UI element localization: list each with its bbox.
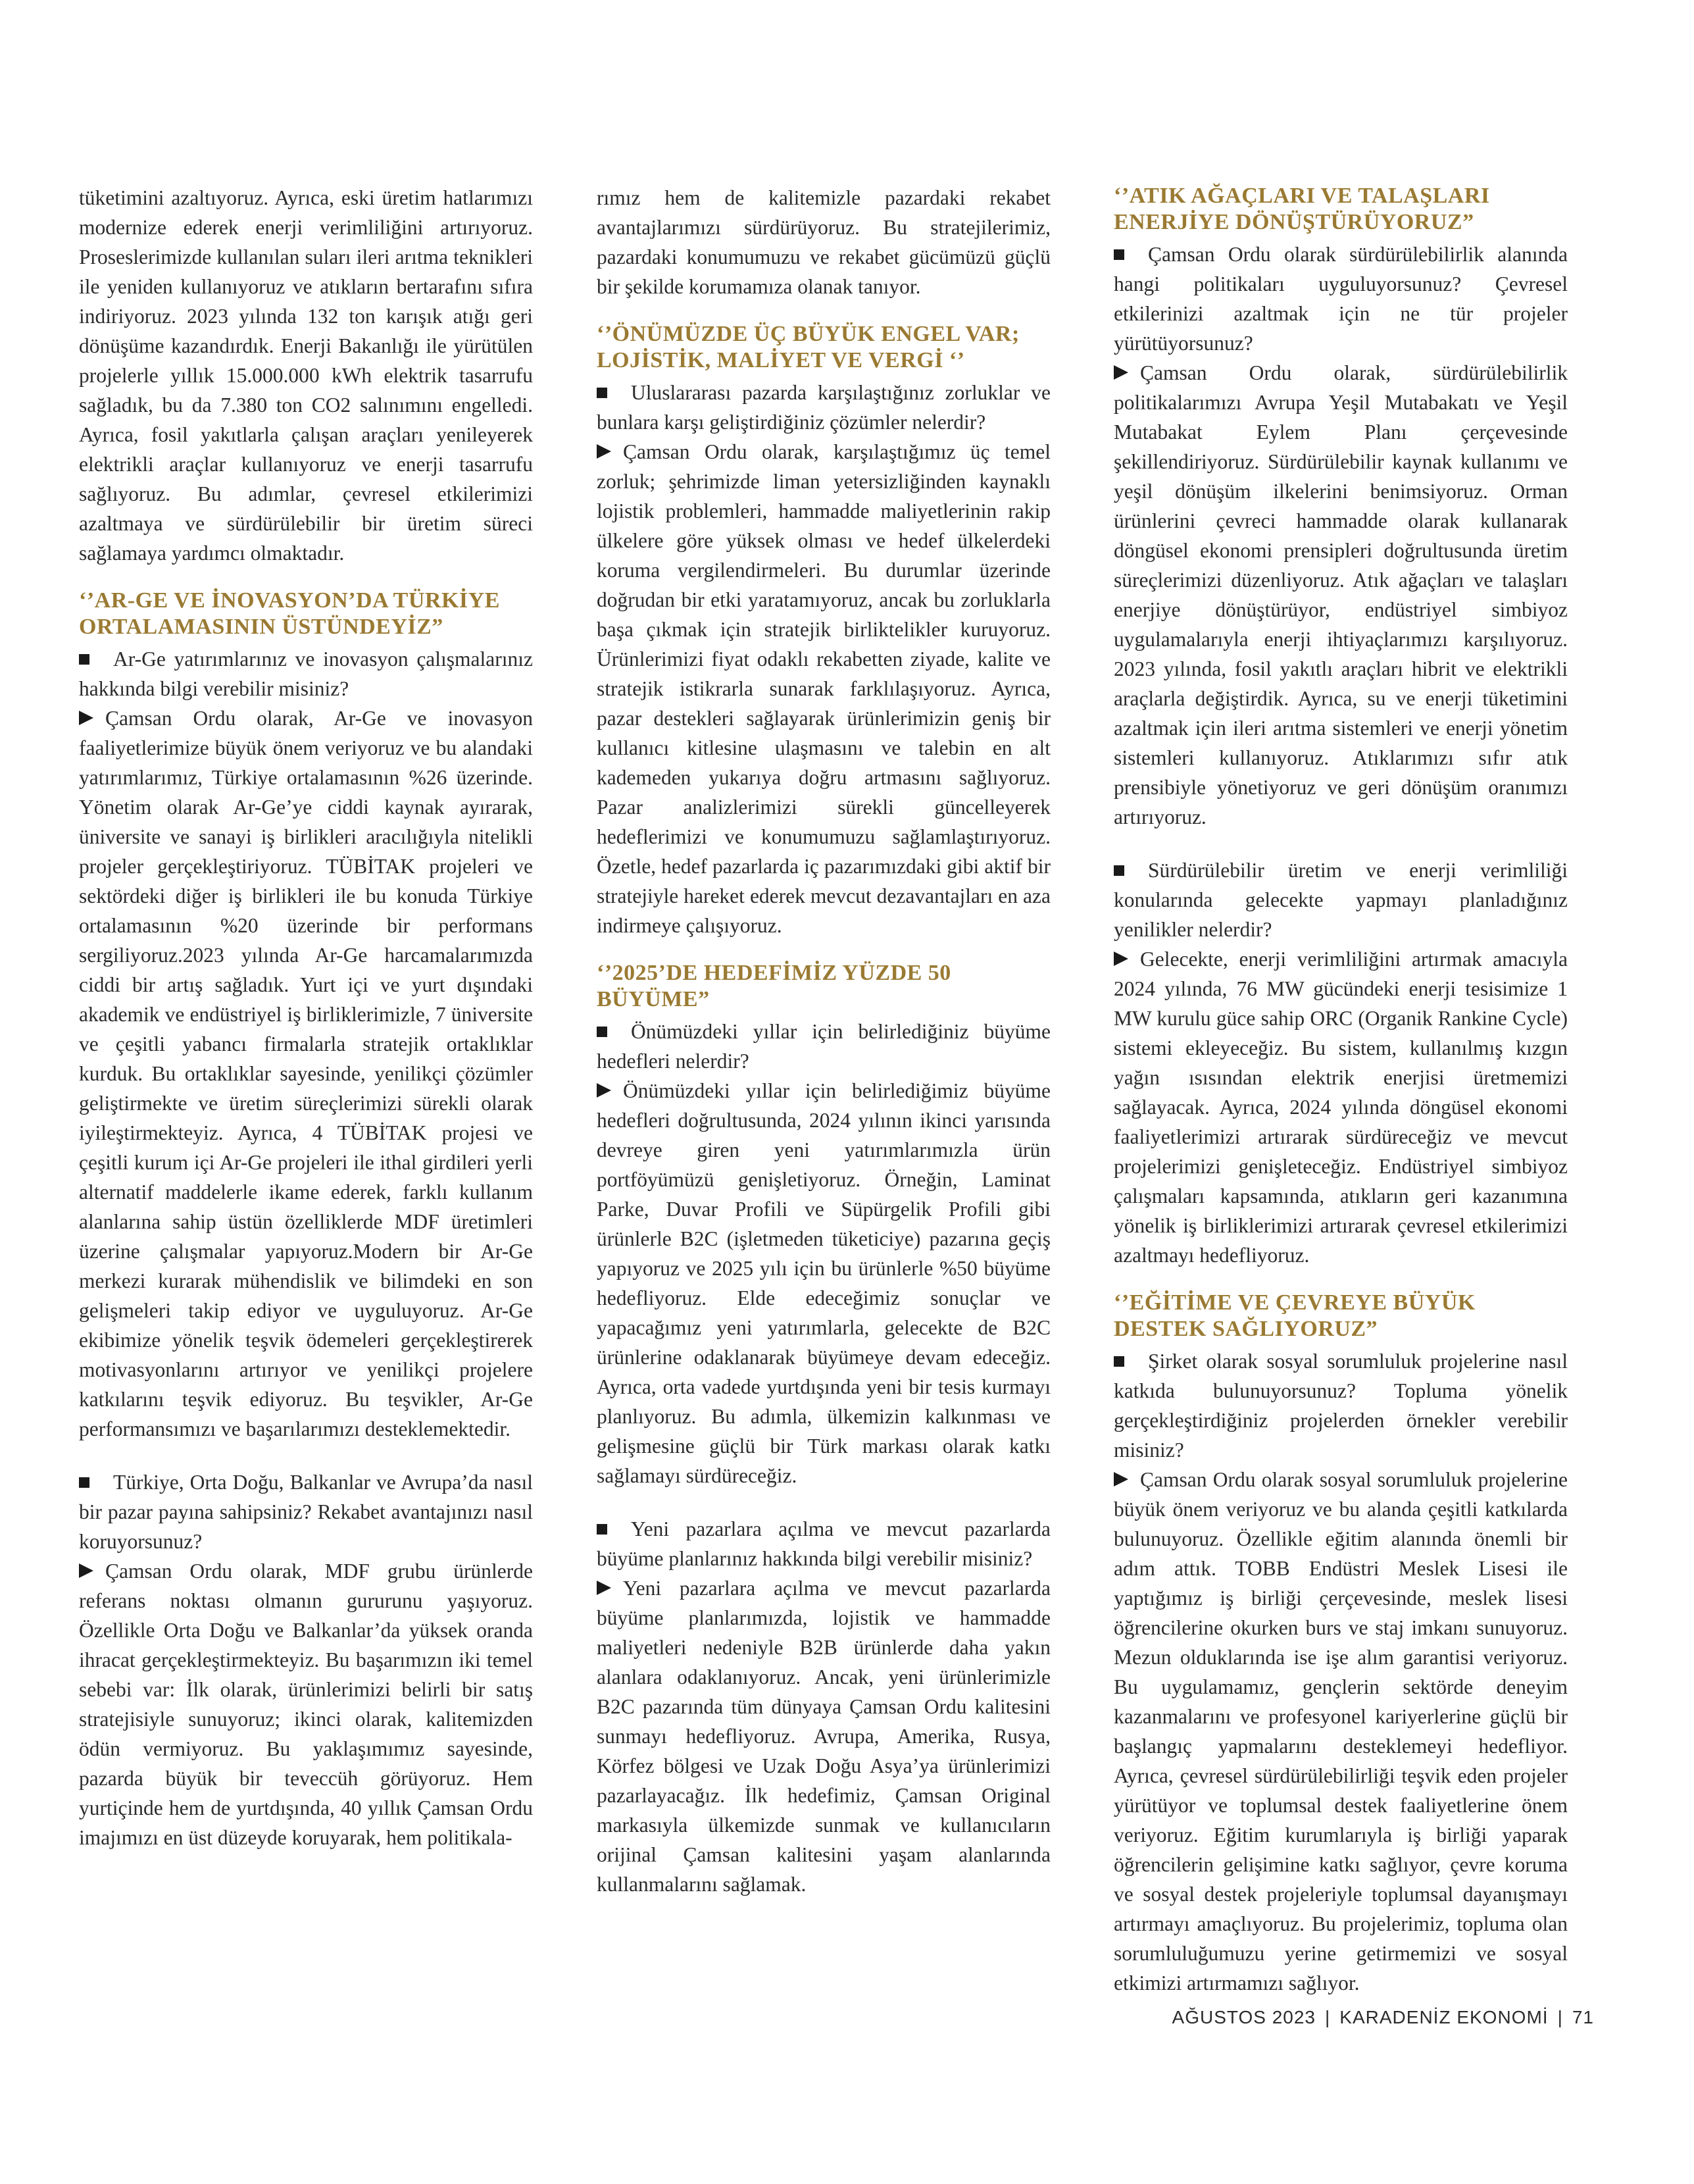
answer — [597, 1573, 1051, 1899]
answer-text: Çamsan Ordu olarak, karşılaştığımız üç temel zorluk; şehrimizde liman yetersizliğinden kaynaklı lojistik problemleri, hammadde maliyetlerinin rakip ülkelere göre yüksek olması ve hedef ülkelerdeki koruma vergilendirmeleri. Bu durumlar üzerinde doğrudan bir etki yaratamıyoruz, ancak bu zorluklarla başa çıkmak için stratejik birliktelikler kuruyoruz. Ürünlerimizi fiyat odaklı rekabetten ziyade, kalite ve stratejik istikrarla sunarak farklılaşıyoruz. Ayrıca, pazar destekleri sağlayarak ürünlerimizin geniş bir kullanıcı kitlesine ulaşmasını ve talebin en alt kademeden yukarıya doğru artmasını sağlıyoruz. Pazar analizlerimizi sürekli güncelleyerek hedeflerimizi ve konumumuzu sağlamlaştırıyoruz. Özetle, hedef pazarlarda iç pazarımızdaki gibi aktif bir stratejiyle hareket ederek mevcut dezavantajları en aza indirmeye çalışıyoruz. — [597, 440, 1051, 937]
square-bullet-icon — [597, 388, 607, 398]
answer — [597, 437, 1051, 940]
triangle-bullet-icon — [597, 444, 611, 459]
question — [597, 1017, 1051, 1076]
answer — [79, 703, 533, 1444]
column-1 — [79, 183, 533, 1852]
triangle-bullet-icon — [597, 1083, 611, 1098]
triangle-bullet-icon — [79, 1563, 93, 1578]
answer-text: Gelecekte, enerji verimliliğini artırmak amacıyla 2024 yılında, 76 MW gücündeki enerji tesisimize 1 MW kurulu güce sahip ORC (Organik Rankine Cycle) sistemi ekleyeceğiz. Bu sistem, kullanılmış kızgın yağın ısısından elektrik enerjisi üretmemizi sağlayacak. Ayrıca, 2024 yılında döngüsel ekonomi faaliyetlerimizi artırarak sürdüreceğiz ve mevcut projelerimizi genişleteceğiz. Endüstriyel simbiyoz çalışmaları kapsamında, atıkların geri kazanımına yönelik iş birliklerimizi artırarak çevresel etkilerimizi azaltmayı hedefliyoruz. — [1114, 948, 1568, 1267]
question-text: Önümüzdeki yıllar için belirlediğiniz büyüme hedefleri nelerdir? — [597, 1020, 1051, 1073]
body-paragraph: rımız hem de kalitemizle pazardaki rekabet avantajlarımızı sürdürüyoruz. Bu stratejilerimiz, pazardaki konumumuzu ve rekabet gücümüzü güçlü bir şekilde korumamıza olanak tanıyor. — [597, 186, 1051, 298]
section-heading: ‘’2025’DE HEDEFİMİZ YÜZDE 50 BÜYÜME” — [597, 961, 951, 1011]
answer-text: Çamsan Ordu olarak, sürdürülebilirlik politikalarımızı Avrupa Yeşil Mutabakatı ve Yeşil Mutabakat Eylem Planı çerçevesinde şekillendiriyoruz. Sürdürülebilir kaynak kullanımı ve yeşil dönüşüm ilkelerini benimsiyoruz. Orman ürünlerini çevreci hammadde olarak kullanarak döngüsel ekonomi prensipleri doğrultusunda üretim süreçlerimizi düzenliyoruz. Atık ağaçları ve talaşları enerjiye dönüştürüyor, endüstriyel simbiyoz uygulamalarıyla enerji ihtiyaçlarımızı karşılıyoruz. 2023 yılında, fosil yakıtlı araçları hibrit ve elektrikli araçlarla değiştirdik. Ayrıca, su ve enerji tüketimini azaltmak için ileri arıtma sistemleri ve enerji yönetim sistemleri kullanıyoruz. Atıklarımızı sıfır atık prensibiyle yönetiyoruz ve geri dönüşüm oranımızı artırıyoruz. — [1114, 361, 1568, 828]
square-bullet-icon — [597, 1027, 607, 1037]
question-text: Çamsan Ordu olarak sürdürülebilirlik alanında hangi politikaları uyguluyorsunuz? Çevresel etkilerinizi azaltmak için ne tür projeler yürütüyorsunuz? — [1114, 243, 1568, 355]
question-text: Ar-Ge yatırımlarınız ve inovasyon çalışmalarınız hakkında bilgi verebilir misiniz? — [79, 648, 533, 700]
triangle-bullet-icon — [597, 1581, 611, 1595]
square-bullet-icon — [1114, 249, 1124, 260]
section-heading: ‘’EĞİTİME VE ÇEVREYE BÜYÜK DESTEK SAĞLIYORUZ” — [1114, 1290, 1476, 1341]
answer-text: Çamsan Ordu olarak, MDF grubu ürünlerde referans noktası olmanın gururunu yaşıyoruz. Özellikle Orta Doğu ve Balkanlar’da yüksek oranda ihracat gerçekleştirmekteyiz. Bu başarımızın iki temel sebebi var: İlk olarak, ürünlerimizi belirli bir satış stratejisiyle sunuyoruz; ikinci olarak, kalitemizden ödün vermiyoruz. Bu yaklaşımımız sayesinde, pazarda büyük bir teveccüh görüyoruz. Hem yurtiçinde hem de yurtdışında, 40 yıllık Çamsan Ordu imajımızı en üst düzeyde koruyarak, hem politikala- — [79, 1560, 533, 1849]
spacer — [79, 1444, 533, 1467]
footer-magazine: KARADENİZ EKONOMİ — [1339, 2007, 1549, 2027]
column-2 — [597, 183, 1051, 1899]
question — [1114, 855, 1568, 944]
section-heading: ‘’AR-GE VE İNOVASYON’DA TÜRKİYE ORTALAMASININ ÜSTÜNDEYİZ” — [79, 588, 500, 639]
square-bullet-icon — [79, 654, 89, 665]
triangle-bullet-icon — [1114, 952, 1128, 966]
question-text: Uluslararası pazarda karşılaştığınız zorluklar ve bunlara karşı geliştirdiğiniz çözümler nelerdir? — [597, 381, 1051, 434]
triangle-bullet-icon — [79, 711, 93, 725]
answer — [1114, 358, 1568, 832]
section-heading: ‘’ÖNÜMÜZDE ÜÇ BÜYÜK ENGEL VAR; LOJİSTİK, MALİYET VE VERGİ ‘’ — [597, 322, 1020, 372]
answer-text: Çamsan Ordu olarak sosyal sorumluluk projelerine büyük önem veriyoruz ve bu alanda çeşitli katkılarda bulunuyoruz. Özellikle eğitim alanında önemli bir adım attık. TOBB Endüstri Meslek Lisesi ile yaptığımız iş birliği çerçevesinde, meslek lisesi öğrencilerine okurken burs ve staj imkanı sunuyoruz. Mezun olduklarında ise işe alım garantisi veriyoruz. Bu uygulamamız, gençlerin sektörde deneyim kazanmalarını ve profesyonel kariyerlerine güçlü bir başlangıç yapmalarını desteklemeyi hedefliyor. Ayrıca, çevresel sürdürülebilirliği teşvik eden projeler yürütüyor ve toplumsal destek faaliyetlerine önem veriyoruz. Eğitim kurumlarıyla iş birliği yaparak öğrencilerin gelişimine katkı sağlıyor, çevre koruma ve sosyal destek projeleriyle toplumsal dayanışmayı artırmayı amaçlıyoruz. Bu projelerimiz, topluma olan sorumluluğumuzu yerine getirmemizi ve sosyal etkimizi artırmamızı sağlıyor. — [1114, 1468, 1568, 1994]
question — [1114, 1346, 1568, 1465]
answer — [1114, 944, 1568, 1270]
footer-separator: | — [1557, 2007, 1563, 2027]
square-bullet-icon — [1114, 1356, 1124, 1367]
answer-text: Önümüzdeki yıllar için belirlediğimiz büyüme hedefleri doğrultusunda, 2024 yılının ikinci yarısında devreye giren yeni yatırımlarımızla ürün portföyümüzü genişletiyoruz. Örneğin, Laminat Parke, Duvar Profili ve Süpürgelik Profili gibi ürünlerle B2C (işletmeden tüketiciye) pazarına geçiş yapıyoruz ve 2025 yılı için bu ürünlerle %50 büyüme hedefliyoruz. Elde edeceğimiz sonuçlar ve yapacağımız yeni yatırımlarla, gelecekte de B2C ürünlerine odaklanarak büyümeye devam edeceğiz. Ayrıca, orta vadede yurtdışında yeni bir tesis kurmayı planlıyoruz. Bu adımla, ülkemizin kalkınması ve gelişmesine güçlü bir Türk markası olarak katkı sağlamayı sürdüreceğiz. — [597, 1079, 1051, 1487]
footer-date: AĞUSTOS 2023 — [1172, 2007, 1316, 2027]
page-footer — [1172, 2007, 1594, 2028]
answer-text: Çamsan Ordu olarak, Ar-Ge ve inovasyon faaliyetlerimize büyük önem veriyoruz ve bu alandaki yatırımlarımız, Türkiye ortalamasının %26 üzerinde. Yönetim olarak Ar-Ge’ye ciddi kaynak ayırarak, üniversite ve sanayi iş birlikleri aracılığıyla nitelikli projeler gerçekleştiriyoruz. TÜBİTAK projeleri ve sektördeki diğer iş birlikleri ile bu konuda Türkiye ortalamasının %20 üzerinde bir performans sergiliyoruz.2023 yılında Ar-Ge harcamalarımızda ciddi bir artış sağladık. Yurt içi ve yurt dışındaki akademik ve endüstriyel iş birliklerimizle, 7 üniversite ve çeşitli yabancı firmalarla stratejik ortaklıklar kurduk. Bu ortaklıklar sayesinde, yenilikçi çözümler geliştirmekte ve üretim süreçlerimizi sürekli olarak iyileştirmekteyiz. Ayrıca, 4 TÜBİTAK projesi ve çeşitli kurum içi Ar-Ge projeleri ile ithal girdileri yerli alternatif maddelerle ikame ederek, farklı kullanım alanlarına sahip üstün özelliklerde MDF üretimleri üzerine çalışmalar yapıyoruz.Modern bir Ar-Ge merkezi kurarak mühendislik ve bilimdeki en son gelişmeleri takip ediyor ve uyguluyoruz. Ar-Ge ekibimize yönelik teşvik ödemeleri gerçekleştirerek motivasyonlarını artırıyor ve yenilikçi projelere katkılarını teşvik ediyoruz. Bu teşvikler, Ar-Ge performansımızı ve başarılarımızı desteklemektedir. — [79, 707, 533, 1440]
question-text: Türkiye, Orta Doğu, Balkanlar ve Avrupa’da nasıl bir pazar payına sahipsiniz? Rekabet avantajınızı nasıl koruyorsunuz? — [79, 1471, 533, 1553]
answer — [1114, 1465, 1568, 1998]
answer — [79, 1556, 533, 1852]
question — [1114, 240, 1568, 358]
spacer — [597, 1490, 1051, 1514]
footer-separator: | — [1325, 2007, 1331, 2027]
square-bullet-icon — [79, 1477, 89, 1488]
question — [79, 644, 533, 703]
question — [597, 1514, 1051, 1573]
section-heading: ‘’ATIK AĞAÇLARI VE TALAŞLARI ENERJİYE DÖNÜŞTÜRÜYORUZ” — [1114, 184, 1490, 234]
page-number: 71 — [1572, 2007, 1594, 2027]
question-text: Sürdürülebilir üretim ve enerji verimliliği konularında gelecekte yapmayı planladığınız yenilikler nelerdir? — [1114, 859, 1568, 941]
question — [79, 1467, 533, 1556]
answer-text: Yeni pazarlara açılma ve mevcut pazarlarda büyüme planlarımızda, lojistik ve hammadde maliyetleri nedeniyle B2B ürünlerde daha yakın alanlara odaklanıyoruz. Ancak, yeni ürünlerimizle B2C pazarında tüm dünyaya Çamsan Ordu kalitesini sunmayı hedefliyoruz. Avrupa, Amerika, Rusya, Körfez bölgesi ve Uzak Doğu Asya’ya ürünlerimizi pazarlayacağız. İlk hedefimiz, Çamsan Original markasıyla ülkemizde sunmak ve kullanıcıların orijinal Çamsan kalitesini yaşam alanlarında kullanmalarını sağlamak. — [597, 1577, 1051, 1896]
square-bullet-icon — [597, 1524, 607, 1535]
spacer — [1114, 832, 1568, 855]
question-text: Yeni pazarlara açılma ve mevcut pazarlarda büyüme planlarınız hakkında bilgi verebilir misiniz? — [597, 1517, 1051, 1570]
square-bullet-icon — [1114, 865, 1124, 876]
answer — [597, 1076, 1051, 1490]
column-3 — [1114, 183, 1568, 1998]
triangle-bullet-icon — [1114, 365, 1128, 380]
triangle-bullet-icon — [1114, 1472, 1128, 1486]
question-text: Şirket olarak sosyal sorumluluk projelerine nasıl katkıda bulunuyorsunuz? Topluma yönelik gerçekleştirdiğiniz projelerden örnekler verebilir misiniz? — [1114, 1350, 1568, 1461]
body-paragraph: tüketimini azaltıyoruz. Ayrıca, eski üretim hatlarımızı modernize ederek enerji verimliliğini artırıyoruz. Proseslerimizde kullanılan suları ileri arıtma teknikleri ile yeniden kullanıyoruz ve atıkların bertarafını sıfıra indiriyoruz. 2023 yılında 132 ton karışık atığı geri dönüşüme kazandırdık. Enerji Bakanlığı ile yürütülen projelerle yıllık 15.000.000 kWh elektrik tasarrufu sağladık, bu da 7.380 ton CO2 salınımını engelledi. Ayrıca, fosil yakıtlarla çalışan araçları yenileyerek elektrikli araçlar kullanıyoruz ve enerji tasarrufu sağlıyoruz. Bu adımlar, çevresel etkilerimizi azaltmaya ve sürdürülebilir bir üretim süreci sağlamaya yardımcı olmaktadır. — [79, 186, 533, 565]
question — [597, 378, 1051, 437]
